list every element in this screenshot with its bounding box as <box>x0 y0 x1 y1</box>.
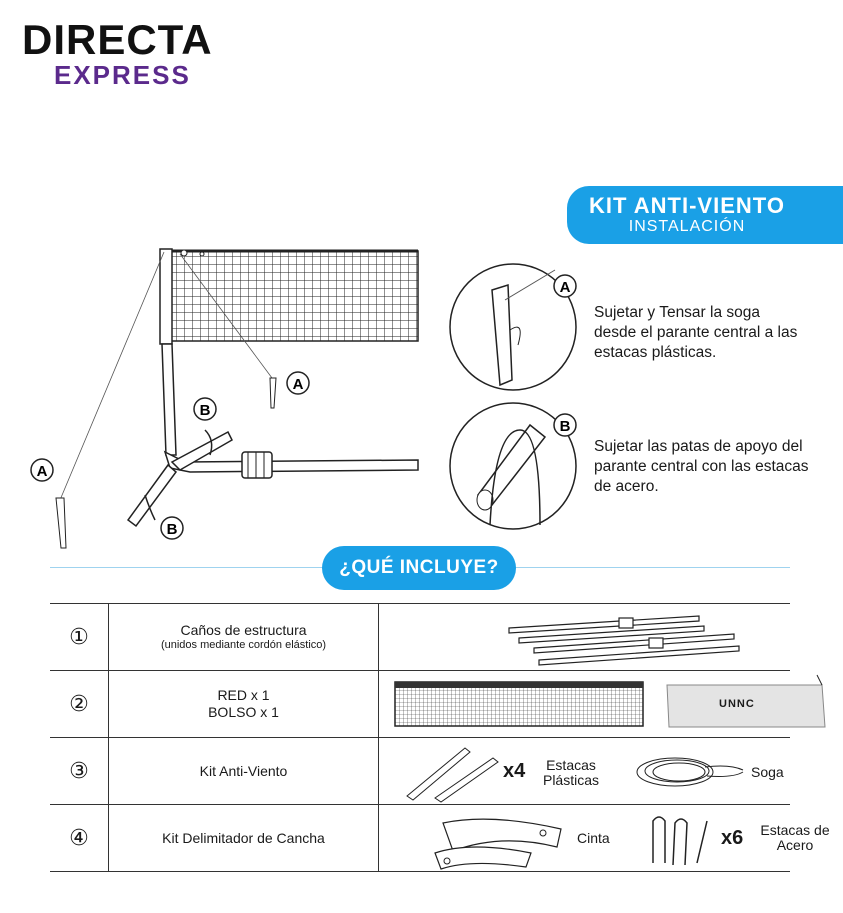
row-number: ② <box>50 671 109 738</box>
row-image <box>379 604 791 671</box>
instruction-a-text: Sujetar y Tensar la soga desde el parante central a las estacas plásticas. <box>594 304 798 361</box>
detail-a-label: A <box>559 279 571 296</box>
detail-b-label: B <box>559 418 571 435</box>
kit-badge-subtitle: INSTALACIÓN <box>628 218 746 235</box>
row-desc-main: Kit Delimitador de Cancha <box>162 829 325 846</box>
row-image <box>379 671 791 738</box>
callout-b-bottom <box>161 517 183 539</box>
row-desc-second: BOLSO x 1 <box>208 704 279 720</box>
row-image <box>379 738 791 805</box>
row-description <box>109 671 379 738</box>
callout-a-right-label: A <box>292 376 304 393</box>
table-row <box>50 604 790 671</box>
callout-b-bottom-label: B <box>166 521 178 538</box>
net-illustration <box>395 682 645 728</box>
tape-label: Cinta <box>577 830 610 846</box>
steel-stakes-qty: x6 <box>721 827 744 849</box>
row-description <box>109 805 379 872</box>
row-number: ③ <box>50 738 109 805</box>
row-description <box>109 604 379 671</box>
callout-a-left-label: A <box>36 463 48 480</box>
row-description: Kit Anti-Viento <box>109 738 379 805</box>
row-image <box>379 805 830 872</box>
plastic-stakes-qty: x4 <box>503 760 526 782</box>
tape-illustration <box>431 811 571 869</box>
callout-b-top <box>194 398 216 420</box>
rope-label: Soga <box>751 764 784 780</box>
detail-b-illustration <box>450 403 576 529</box>
includes-table <box>50 603 830 872</box>
instruction-b-text: Sujetar las patas de apoyo del parante central con las estacas de acero. <box>594 438 809 495</box>
logo-directa: DIRECTA <box>22 16 213 63</box>
kit-badge-title: KIT ANTI-VIENTO <box>589 193 785 218</box>
callout-a-right <box>287 372 309 394</box>
steel-stakes-illustration <box>649 813 719 867</box>
steel-stakes-label: Estacas de Acero <box>760 822 830 853</box>
row-desc-main: Caños de estructura <box>180 622 307 638</box>
table-row <box>50 738 790 805</box>
row-number: ① <box>50 604 109 671</box>
plastic-stakes-label: Estacas Plásticas <box>542 757 600 788</box>
row-desc-note: (unidos mediante cordón elástico) <box>160 639 327 651</box>
table-row <box>50 805 790 872</box>
callout-b-top-label: B <box>199 402 211 419</box>
que-incluye-badge: ¿QUÉ INCLUYE? <box>322 546 516 590</box>
row-desc-main: RED x 1 <box>217 687 270 703</box>
row-number: ④ <box>50 805 109 872</box>
rope-illustration <box>635 752 745 792</box>
callout-a-left <box>31 459 53 481</box>
logo-express: EXPRESS <box>54 60 191 90</box>
table-row <box>50 671 790 738</box>
plastic-stakes-illustration <box>405 746 500 801</box>
bag-brand: UNNC <box>719 698 755 710</box>
detail-a-illustration <box>450 264 576 390</box>
poles-illustration <box>509 608 749 668</box>
